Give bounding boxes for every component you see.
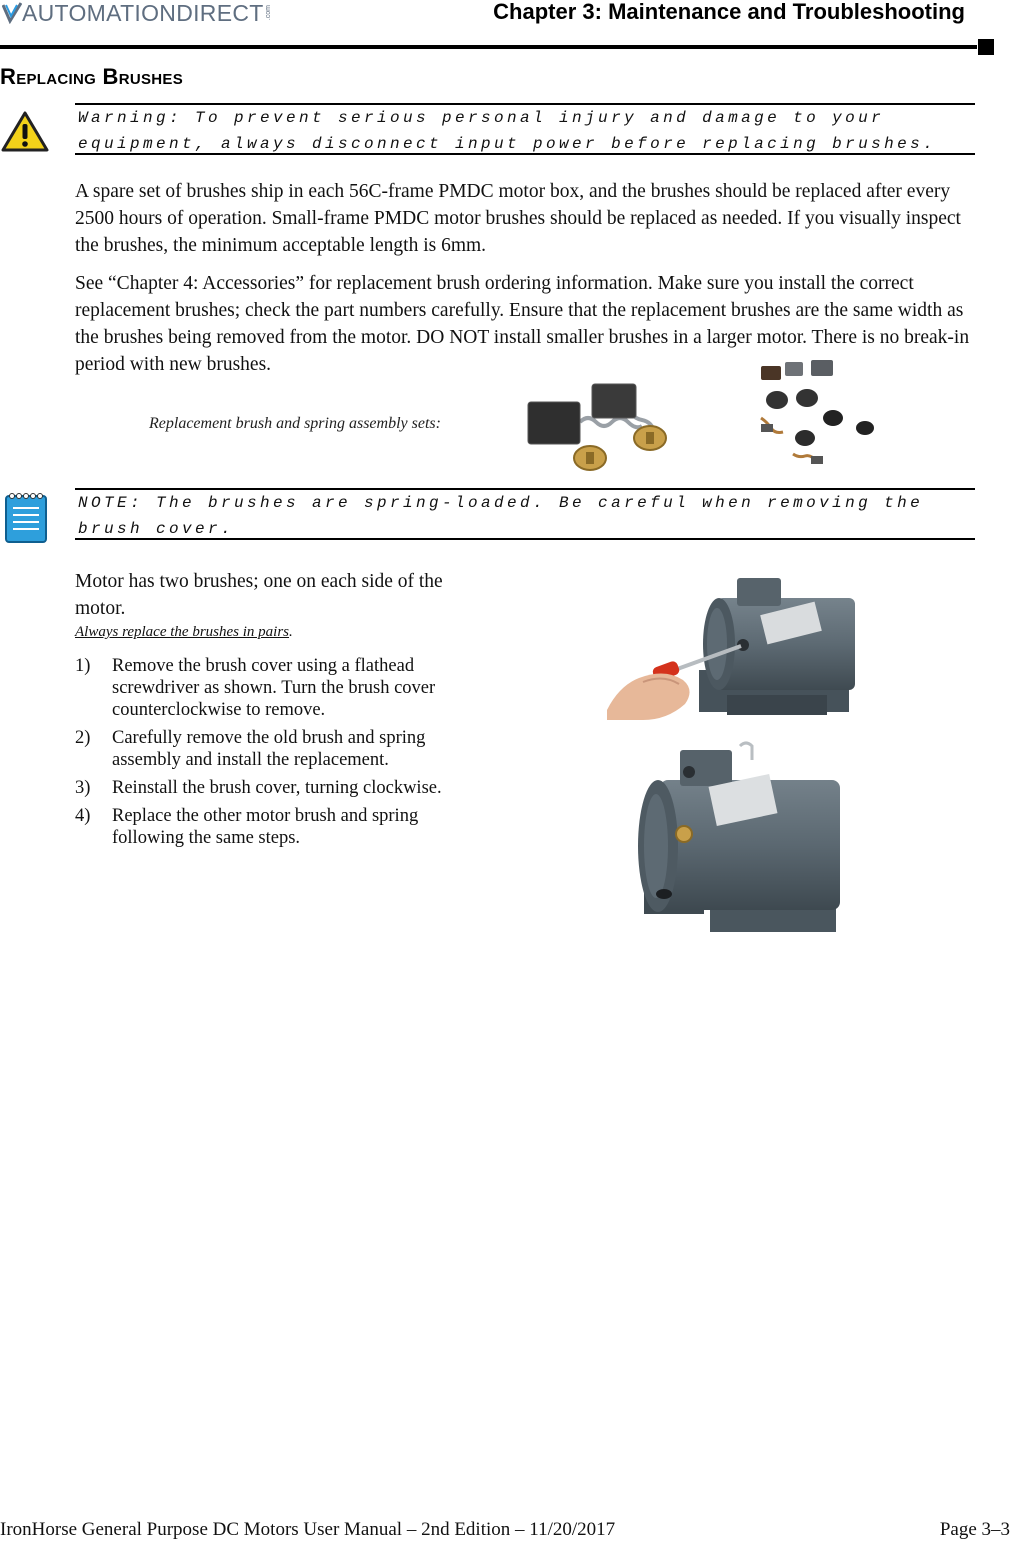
notepad-icon	[2, 490, 50, 546]
step-text: Remove the brush cover using a flathead screwdriver as shown. Turn the brush cover counterclockwise to remove.	[112, 656, 436, 720]
footer-page-number: Page 3–3	[939, 1519, 1010, 1540]
logo-suffix: .com	[264, 5, 272, 21]
step-text: Replace the other motor brush and spring following the same steps.	[112, 806, 419, 848]
pairs-note-suffix: .	[289, 624, 293, 640]
warning-text: Warning: To prevent serious personal injury and damage to your equipment, always disconnect input power before replacing brushes.	[78, 109, 937, 153]
procedure-lead: Motor has two brushes; one on each side of the motor.	[75, 571, 443, 619]
step-2	[75, 727, 455, 771]
paragraph-brush-intervals: A spare set of brushes ship in each 56C-frame PMDC motor box, and the brushes should be replaced after every 2500 hours of operation. Small-frame PMDC motor brushes should be replaced as needed. If you visually inspect the brushes, the minimum acceptable length is 6mm.	[75, 181, 961, 256]
warning-triangle-icon	[0, 110, 50, 154]
logo-check-icon	[2, 2, 22, 24]
header-square	[978, 39, 994, 55]
chapter-title: Chapter 3: Maintenance and Troubleshooting	[493, 0, 965, 24]
pairs-note-text: Always replace the brushes in pairs	[75, 624, 290, 640]
step-3	[75, 777, 455, 799]
logo-text: AUTOMATIONDIRECT	[22, 0, 264, 26]
brush-set-large-image	[520, 380, 680, 476]
procedure-steps	[75, 655, 455, 855]
note-rule-bottom	[75, 538, 975, 540]
step-text: Carefully remove the old brush and spring assembly and install the replacement.	[112, 728, 426, 770]
pairs-note	[75, 624, 293, 641]
brush-sets-caption: Replacement brush and spring assembly sets:	[149, 415, 441, 432]
step-4	[75, 805, 455, 849]
motor-screwdriver-image	[607, 570, 855, 725]
footer-manual-title: IronHorse General Purpose DC Motors User Manual – 2nd Edition – 11/20/2017	[0, 1519, 616, 1540]
section-title: Replacing Brushes	[0, 64, 184, 89]
step-number: 4)	[75, 806, 91, 826]
step-1	[75, 655, 455, 721]
step-text: Reinstall the brush cover, turning clockwise.	[112, 778, 442, 798]
paragraph-ordering: See “Chapter 4: Accessories” for replacement brush ordering information. Make sure you install the correct replacement brushes; check the part numbers carefully. Ensure that the replacement brushes are the same width as the brushes being removed from the motor. DO NOT install smaller brushes in a larger motor. There is no break-in period with new brushes.	[75, 273, 970, 375]
step-number: 2)	[75, 728, 91, 748]
note-text: NOTE: The brushes are spring-loaded. Be careful when removing the brush cover.	[78, 494, 924, 538]
motor-cover-removed-image	[620, 740, 840, 940]
header-rule	[0, 45, 977, 49]
step-number: 3)	[75, 778, 91, 798]
step-number: 1)	[75, 656, 91, 676]
brush-set-small-image	[745, 358, 877, 474]
automationdirect-logo	[2, 0, 273, 26]
warning-rule-bottom	[75, 153, 975, 155]
